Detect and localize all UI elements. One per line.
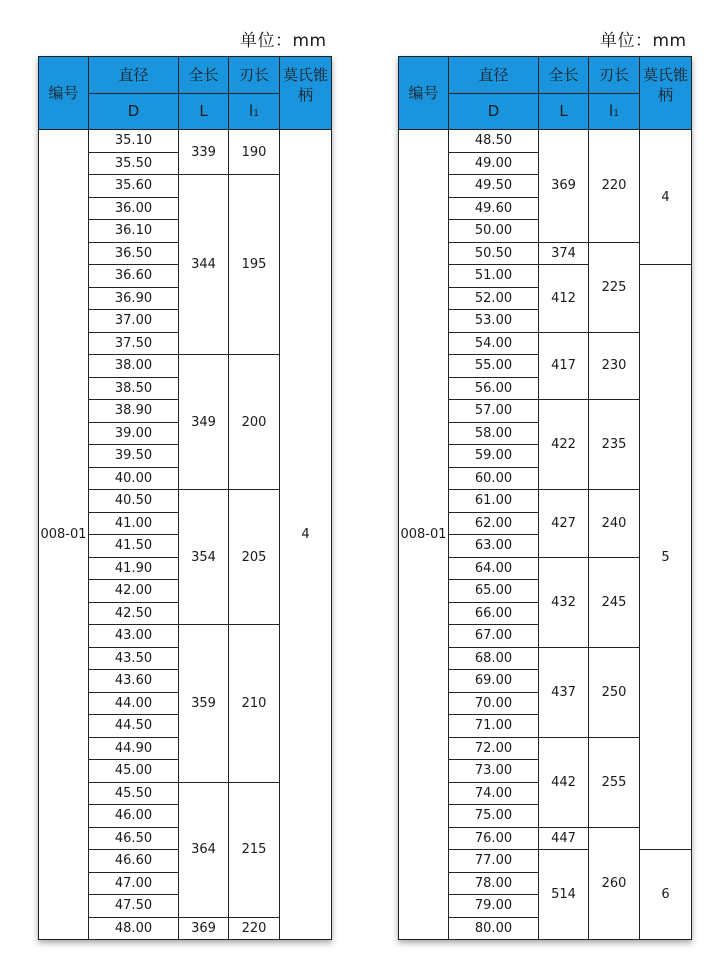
length-cell: 412 xyxy=(539,265,589,333)
length-cell: 427 xyxy=(539,490,589,558)
length-cell: 339 xyxy=(179,130,229,175)
diameter-cell: 64.00 xyxy=(449,557,539,580)
diameter-cell: 51.00 xyxy=(449,265,539,288)
diameter-cell: 38.90 xyxy=(89,400,179,423)
diameter-cell: 35.50 xyxy=(89,152,179,175)
blade-length-cell: 210 xyxy=(229,625,280,783)
length-cell: 447 xyxy=(539,827,589,850)
header-diameter: 直径 xyxy=(449,57,539,94)
diameter-cell: 40.50 xyxy=(89,490,179,513)
diameter-cell: 42.50 xyxy=(89,602,179,625)
length-cell: 432 xyxy=(539,557,589,647)
diameter-cell: 52.00 xyxy=(449,287,539,310)
diameter-cell: 57.00 xyxy=(449,400,539,423)
diameter-cell: 44.00 xyxy=(89,692,179,715)
diameter-cell: 45.00 xyxy=(89,760,179,783)
header-length-symbol: L xyxy=(539,94,589,130)
diameter-cell: 38.50 xyxy=(89,377,179,400)
code-cell: 008-01 xyxy=(399,130,449,940)
diameter-cell: 65.00 xyxy=(449,580,539,603)
diameter-cell: 62.00 xyxy=(449,512,539,535)
diameter-cell: 37.50 xyxy=(89,332,179,355)
diameter-cell: 70.00 xyxy=(449,692,539,715)
table-row xyxy=(399,130,692,153)
blade-length-cell: 225 xyxy=(589,242,640,332)
table-body-right xyxy=(399,130,692,940)
header-diameter-symbol: D xyxy=(89,94,179,130)
taper-cell: 4 xyxy=(640,130,692,265)
blade-length-cell: 200 xyxy=(229,355,280,490)
spec-table-right xyxy=(398,56,692,940)
diameter-cell: 45.50 xyxy=(89,782,179,805)
header-taper: 莫氏锥柄 xyxy=(640,57,692,130)
length-cell: 417 xyxy=(539,332,589,400)
diameter-cell: 46.00 xyxy=(89,805,179,828)
diameter-cell: 36.00 xyxy=(89,197,179,220)
length-cell: 344 xyxy=(179,175,229,355)
diameter-cell: 43.00 xyxy=(89,625,179,648)
diameter-cell: 79.00 xyxy=(449,895,539,918)
table-row xyxy=(39,130,332,153)
diameter-cell: 36.50 xyxy=(89,242,179,265)
diameter-cell: 56.00 xyxy=(449,377,539,400)
diameter-cell: 43.60 xyxy=(89,670,179,693)
diameter-cell: 50.50 xyxy=(449,242,539,265)
diameter-cell: 53.00 xyxy=(449,310,539,333)
diameter-cell: 48.50 xyxy=(449,130,539,153)
header-length-symbol: L xyxy=(179,94,229,130)
diameter-cell: 43.50 xyxy=(89,647,179,670)
blade-length-cell: 230 xyxy=(589,332,640,400)
diameter-cell: 77.00 xyxy=(449,850,539,873)
unit-label-left: 单位：mm xyxy=(240,31,327,51)
diameter-cell: 50.00 xyxy=(449,220,539,243)
header-blade-symbol: l1 xyxy=(589,94,640,130)
diameter-cell: 71.00 xyxy=(449,715,539,738)
header-diameter-symbol: D xyxy=(449,94,539,130)
length-cell: 354 xyxy=(179,490,229,625)
table-body-left xyxy=(39,130,332,940)
diameter-cell: 36.10 xyxy=(89,220,179,243)
header-code: 编号 xyxy=(399,57,449,130)
diameter-cell: 49.60 xyxy=(449,197,539,220)
diameter-cell: 46.60 xyxy=(89,850,179,873)
blade-length-cell: 255 xyxy=(589,737,640,827)
length-cell: 359 xyxy=(179,625,229,783)
diameter-cell: 44.90 xyxy=(89,737,179,760)
blade-length-cell: 205 xyxy=(229,490,280,625)
diameter-cell: 38.00 xyxy=(89,355,179,378)
header-code: 编号 xyxy=(39,57,89,130)
diameter-cell: 47.00 xyxy=(89,872,179,895)
diameter-cell: 75.00 xyxy=(449,805,539,828)
blade-length-cell: 220 xyxy=(229,917,280,940)
diameter-cell: 73.00 xyxy=(449,760,539,783)
diameter-cell: 47.50 xyxy=(89,895,179,918)
diameter-cell: 72.00 xyxy=(449,737,539,760)
diameter-cell: 44.50 xyxy=(89,715,179,738)
header-blade: 刃长 xyxy=(229,57,280,94)
diameter-cell: 37.00 xyxy=(89,310,179,333)
diameter-cell: 46.50 xyxy=(89,827,179,850)
diameter-cell: 41.50 xyxy=(89,535,179,558)
length-cell: 369 xyxy=(539,130,589,243)
taper-cell: 4 xyxy=(280,130,332,940)
taper-cell: 5 xyxy=(640,265,692,850)
header-blade-symbol: l1 xyxy=(229,94,280,130)
diameter-cell: 61.00 xyxy=(449,490,539,513)
taper-cell: 6 xyxy=(640,850,692,940)
diameter-cell: 63.00 xyxy=(449,535,539,558)
length-cell: 442 xyxy=(539,737,589,827)
diameter-cell: 40.00 xyxy=(89,467,179,490)
diameter-cell: 59.00 xyxy=(449,445,539,468)
length-cell: 349 xyxy=(179,355,229,490)
spec-table-left xyxy=(38,56,332,940)
diameter-cell: 69.00 xyxy=(449,670,539,693)
diameter-cell: 49.50 xyxy=(449,175,539,198)
blade-length-cell: 245 xyxy=(589,557,640,647)
diameter-cell: 66.00 xyxy=(449,602,539,625)
header-taper: 莫氏锥柄 xyxy=(280,57,332,130)
length-cell: 422 xyxy=(539,400,589,490)
unit-label-right: 单位：mm xyxy=(600,31,687,51)
diameter-cell: 49.00 xyxy=(449,152,539,175)
blade-length-cell: 215 xyxy=(229,782,280,917)
diameter-cell: 78.00 xyxy=(449,872,539,895)
length-cell: 437 xyxy=(539,647,589,737)
diameter-cell: 48.00 xyxy=(89,917,179,940)
blade-length-cell: 190 xyxy=(229,130,280,175)
header-blade: 刃长 xyxy=(589,57,640,94)
header-length: 全长 xyxy=(539,57,589,94)
diameter-cell: 68.00 xyxy=(449,647,539,670)
length-cell: 364 xyxy=(179,782,229,917)
header-diameter: 直径 xyxy=(89,57,179,94)
diameter-cell: 41.00 xyxy=(89,512,179,535)
diameter-cell: 36.90 xyxy=(89,287,179,310)
diameter-cell: 80.00 xyxy=(449,917,539,940)
diameter-cell: 54.00 xyxy=(449,332,539,355)
diameter-cell: 58.00 xyxy=(449,422,539,445)
diameter-cell: 36.60 xyxy=(89,265,179,288)
diameter-cell: 67.00 xyxy=(449,625,539,648)
length-cell: 369 xyxy=(179,917,229,940)
diameter-cell: 41.90 xyxy=(89,557,179,580)
blade-length-cell: 250 xyxy=(589,647,640,737)
length-cell: 514 xyxy=(539,850,589,940)
diameter-cell: 35.60 xyxy=(89,175,179,198)
code-cell: 008-01 xyxy=(39,130,89,940)
diameter-cell: 76.00 xyxy=(449,827,539,850)
diameter-cell: 39.00 xyxy=(89,422,179,445)
diameter-cell: 60.00 xyxy=(449,467,539,490)
header-length: 全长 xyxy=(179,57,229,94)
diameter-cell: 35.10 xyxy=(89,130,179,153)
blade-length-cell: 260 xyxy=(589,827,640,940)
diameter-cell: 55.00 xyxy=(449,355,539,378)
length-cell: 374 xyxy=(539,242,589,265)
diameter-cell: 74.00 xyxy=(449,782,539,805)
blade-length-cell: 220 xyxy=(589,130,640,243)
blade-length-cell: 240 xyxy=(589,490,640,558)
blade-length-cell: 235 xyxy=(589,400,640,490)
blade-length-cell: 195 xyxy=(229,175,280,355)
diameter-cell: 42.00 xyxy=(89,580,179,603)
diameter-cell: 39.50 xyxy=(89,445,179,468)
